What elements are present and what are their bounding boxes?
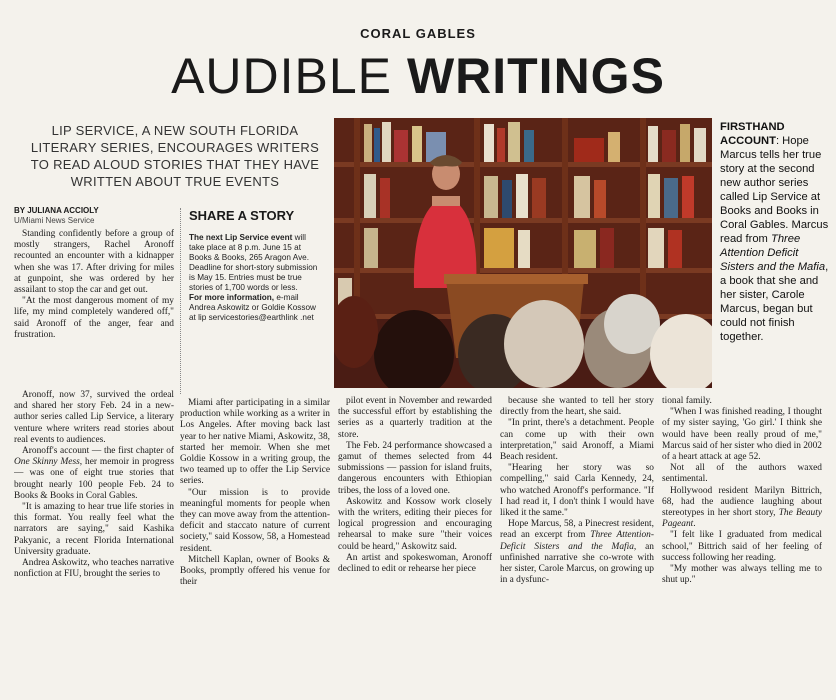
- section-label: CORAL GABLES: [360, 26, 476, 41]
- column-3: [338, 396, 492, 690]
- paragraph: [14, 446, 174, 502]
- paragraph: Standing confidently before a group of mostly strangers, Rachel Aronoff recounted an encounter with a kidnapper when she was 17. After driving for miles at gunpoint, she was ordered by her assailant to stop the car and get out.: [14, 229, 174, 296]
- deck-subheadline: LIP SERVICE, A NEW SOUTH FLORIDA LITERARY SERIES, ENCOURAGES WRITERS TO READ ALOUD STORIES THAT THEY HAVE WRITTEN ABOUT TRUE EVENTS: [30, 123, 320, 189]
- column-1-bottom: [14, 390, 174, 690]
- event-photo: [334, 118, 712, 388]
- sidebar-body: [189, 233, 321, 323]
- column-2: [180, 398, 330, 690]
- paragraph: "In print, there's a detachment. People can come up with their own interpretation," said Aronoff, a Miami Beach resident.: [500, 418, 654, 463]
- column-5: [662, 396, 822, 690]
- paragraph: [662, 486, 822, 531]
- paragraph: "My mother was always telling me to shut up.": [662, 564, 822, 586]
- book-title: Three Attention-Deficit Sisters and the Mafia: [500, 530, 654, 552]
- story-title: The Beauty Pageant: [662, 508, 822, 530]
- paragraph: Mitchell Kaplan, owner of Books & Books, promptly offered his venue for their: [180, 554, 330, 588]
- column-1-top: [14, 229, 174, 389]
- byline: [14, 206, 174, 226]
- sidebar-more: For more information,: [189, 293, 275, 302]
- sidebar-contact: e-mail Andrea Askowitz or Goldie Kossow at lip servicestories@earthlink .net: [189, 293, 316, 322]
- sidebar-text: will take place at 8 p.m. June 15 at Books & Books, 265 Aragon Ave. Deadline for short-story submission is May 15. Entries must be true stories of 1,700 words or less.: [189, 233, 318, 292]
- paragraph-text: Aronoff's account — the first chapter of: [22, 446, 174, 457]
- paragraph: Andrea Askowitz, who teaches narrative nonfiction at FIU, brought the series to: [14, 558, 174, 580]
- caption-tag: FIRSTHAND ACCOUNT: [720, 121, 785, 147]
- headline-bold: WRITINGS: [406, 48, 665, 104]
- photo-caption: [720, 120, 830, 344]
- byline-author: BY JULIANA ACCIOLY: [14, 206, 99, 215]
- paragraph-text: Hollywood resident Marilyn Bittrich, 68, had the audience laughing about stereotypes in her short story,: [662, 485, 822, 519]
- paragraph: "At the most dangerous moment of my life, my mind completely wandered off," said Aronoff of the anger, fear and frustration.: [14, 296, 174, 340]
- paragraph: "It is amazing to hear true life stories in this format. You really feel what the narrators are saying," said Kashika Pakyanic, a recent Florida International University graduate.: [14, 502, 174, 557]
- paragraph-text: on growing up in a dysfunc-: [500, 564, 654, 586]
- sidebar-lead: The next Lip Service event: [189, 233, 293, 242]
- paragraph: Aronoff, now 37, survived the ordeal and shared her story Feb. 24 in a new-author series called Lip Service, a literary venture where writers read stories about real events to audiences.: [14, 390, 174, 445]
- paragraph: [500, 519, 654, 586]
- memoir-title: One Skinny Mess: [14, 457, 80, 468]
- paragraph-text: , her memoir in progress — was one of eight true stories that brought nearly 100 people Feb. 24 to Books & Books in Coral Gables.: [14, 457, 174, 501]
- paragraph: "When I was finished reading, I thought of my sister saying, 'Go girl.' I think she would have been really proud of me," Marcus said of her sister who died in 2002 of a heart attack at age 52.: [662, 407, 822, 463]
- paragraph: pilot event in November and rewarded the successful effort by establishing the series as a quarterly tradition at the store.: [338, 396, 492, 440]
- paragraph-text: .: [693, 519, 696, 530]
- paragraph: tional family.: [662, 396, 712, 406]
- paragraph: "Our mission is to provide meaningful moments for people when they can move away from the attention-deficit and staccato nature of current society," said Kossow, 58, a Homestead resident.: [180, 487, 330, 554]
- byline-org: U/Miami News Service: [14, 216, 95, 225]
- paragraph: "Hearing her story was so compelling," said Carla Kennedy, 24, who watched Aronoff's performance. "If I had read it, I don't think I would have liked it the same.": [500, 463, 654, 519]
- photo-illustration: [334, 118, 712, 388]
- headline-light: AUDIBLE: [171, 48, 393, 104]
- caption-text-2: , a book that she and her sister, Carole Marcus, began but could not finish together.: [720, 261, 829, 343]
- caption-text-1: : Hope Marcus tells her true story at the second new author series called Lip Service at Books and Books in Coral Gables. Marcus read from: [720, 135, 829, 245]
- caption-book-title: Three Attention Deficit Sisters and the Mafia: [720, 233, 826, 273]
- paragraph: An artist and spokeswoman, Aronoff declined to edit or rehearse her piece: [338, 552, 492, 575]
- headline: [0, 46, 836, 106]
- paragraph: Miami after participating in a similar production while working as a writer in Los Angeles. After moving back last year to her native Miami, Askowitz, 38, started her memoir. When she met Goldie Kossow in a writing group, the two teamed up to offer the Lip Service series.: [180, 398, 330, 487]
- paragraph-text: Hope Marcus, 58, a Pinecrest resident, read an excerpt from: [500, 519, 654, 541]
- column-4: [500, 396, 654, 690]
- paragraph: "I felt like I graduated from medical school," Bittrich said of her feeling of success following her reading.: [662, 530, 822, 563]
- paragraph: The Feb. 24 performance showcased a gamut of themes selected from 44 submissions — passion for island fruits, dangerous encounters with Ethiopian tribes, the loss of a loved one.: [338, 440, 492, 496]
- share-a-story-box: [180, 208, 321, 394]
- paragraph: because she wanted to tell her story directly from the heart, she said.: [500, 396, 654, 418]
- paragraph-text: , an unfinished narrative she co-wrote with her sister, Carole Marcus,: [500, 541, 654, 575]
- paragraph: Askowitz and Kossow work closely with the writers, editing their pieces for logical progression and encouraging rehearsal to make sure "their voices could be heard," Askowitz said.: [338, 496, 492, 552]
- paragraph: Not all of the authors waxed sentimental.: [662, 463, 822, 485]
- sidebar-title: SHARE A STORY: [189, 208, 295, 223]
